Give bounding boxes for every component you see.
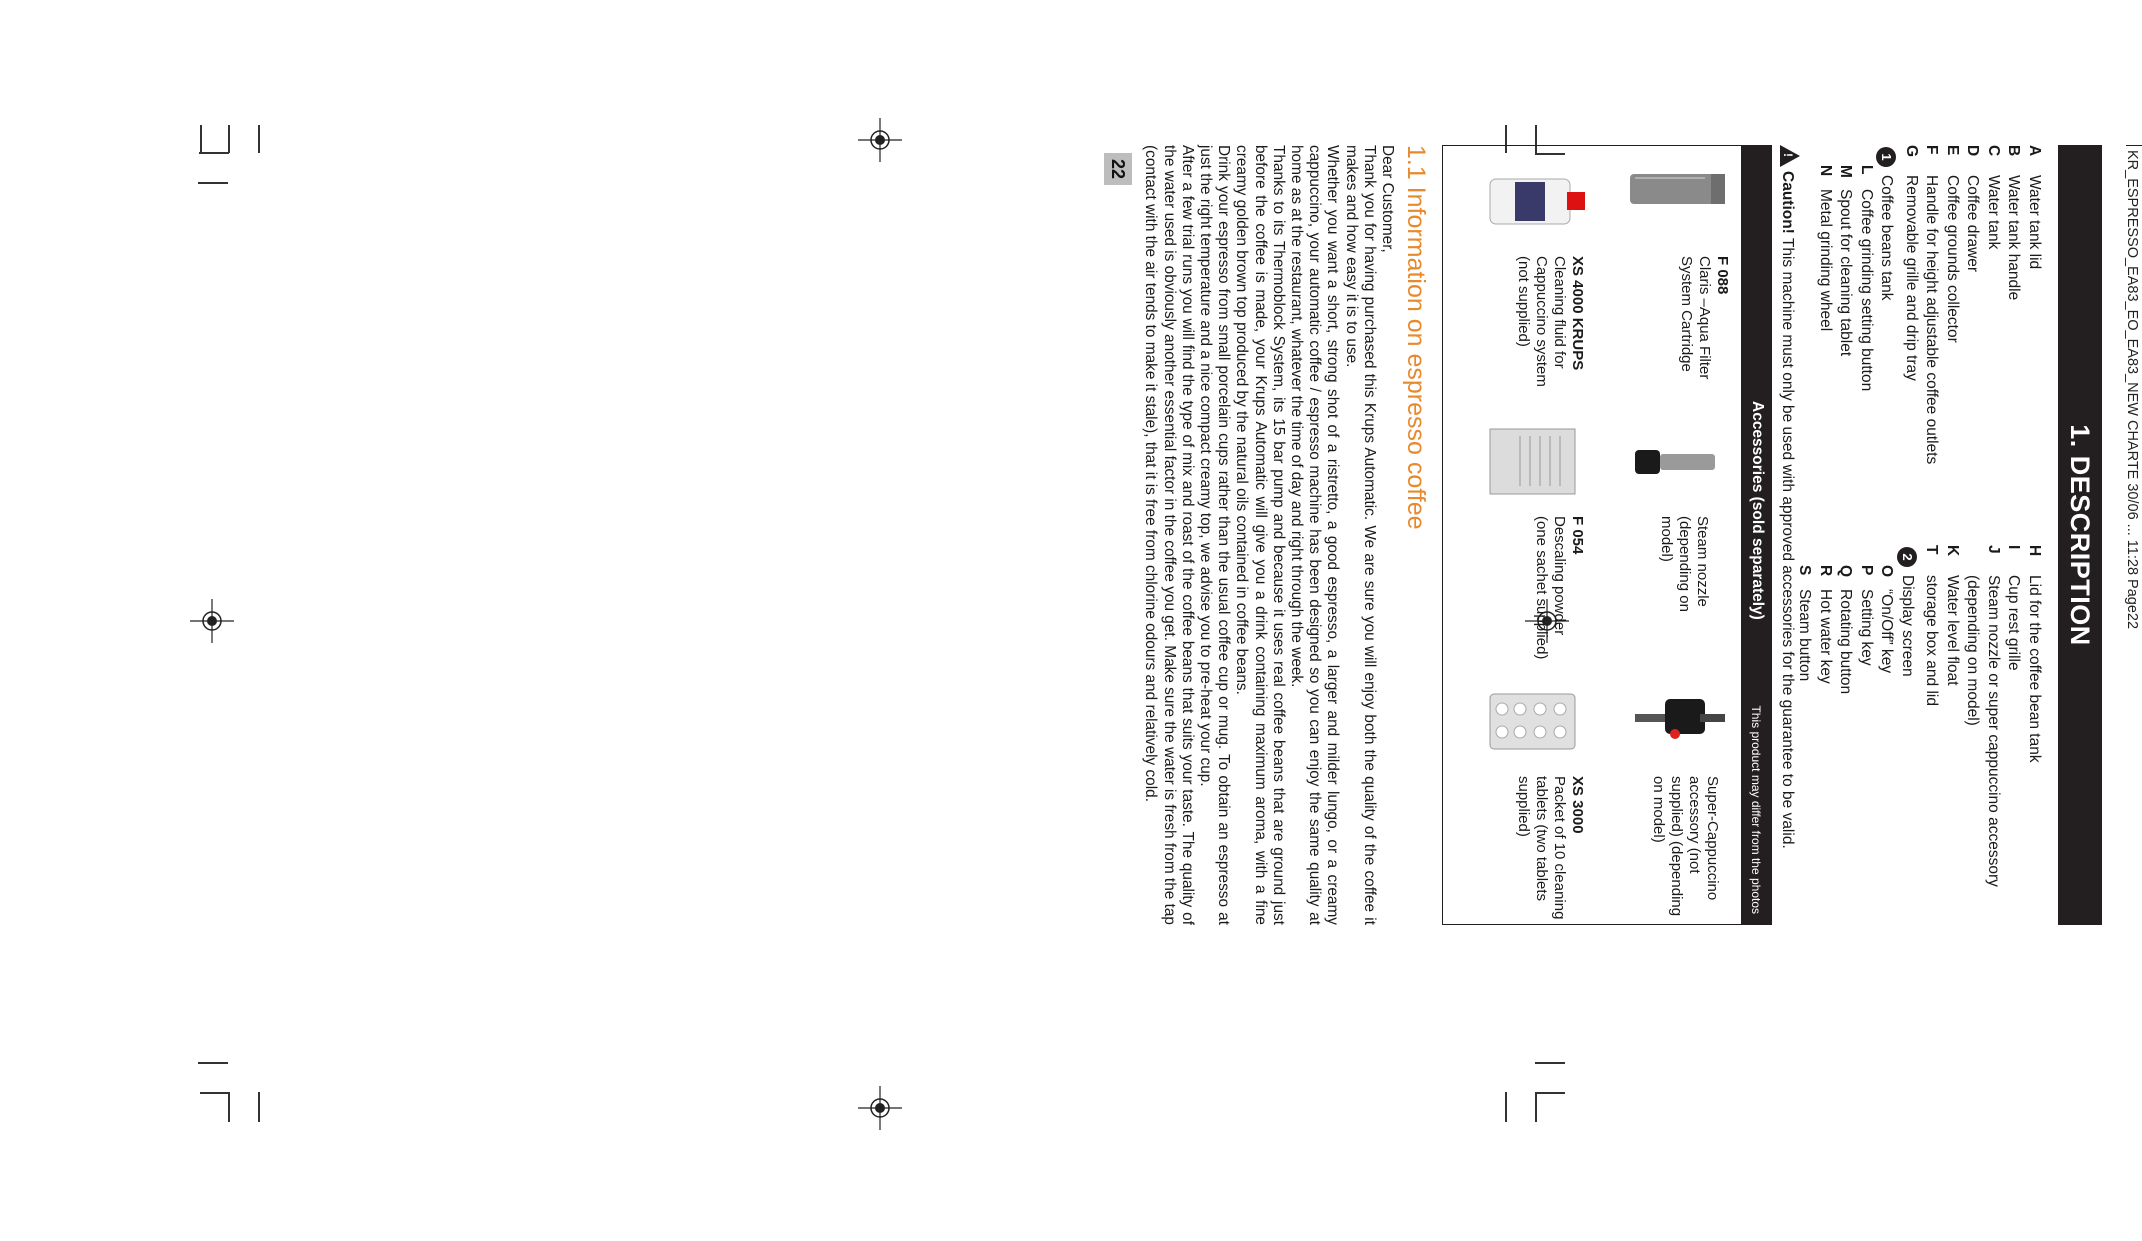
page-number: 22 [1104, 153, 1132, 185]
registration-mark-icon [190, 599, 234, 643]
part-item: M Spout for cleaning tablet [1837, 165, 1855, 357]
crop-mark [200, 125, 202, 153]
crop-mark [258, 1092, 260, 1122]
crop-mark [1505, 1092, 1507, 1122]
paragraph: Thank you for having purchased this Krups Automatic. We are sure you will enjoy both the quality of the coffee it makes and how easy it is to use. [1342, 145, 1378, 925]
accessory-item [1456, 146, 1596, 401]
part-item: E Coffee grounds collector [1944, 145, 1961, 343]
print-slug [2124, 145, 2142, 865]
part-item: P Setting key [1858, 565, 1875, 666]
part-item: Q Rotating button [1837, 565, 1855, 695]
part-item: C Water tank [1985, 145, 2002, 250]
accessory-desc: Super-Cappuccino accessory (not supplied) (depending on model) [1650, 776, 1721, 917]
caution-text: This machine must only be used with approved accessories for the guarantee to be valid. [1779, 233, 1796, 849]
parts-list-left [1815, 145, 2045, 535]
part-item: L Coffee grinding setting button [1858, 165, 1875, 392]
crop-mark [198, 1062, 228, 1064]
part-item: O “On/Off” key [1878, 565, 1896, 674]
caution-note [1778, 145, 1800, 925]
crop-mark [258, 125, 260, 153]
part-item: K Water level float [1944, 545, 1961, 686]
crop-mark [1535, 1062, 1565, 1064]
crop-mark [198, 182, 228, 184]
crop-mark [1535, 1092, 1537, 1122]
crop-mark [1535, 1092, 1565, 1094]
accessory-item [1601, 406, 1741, 661]
part-item: I Cup rest grille [2005, 545, 2023, 671]
slug-text: KR_ESPRESSO_EA83_EO_EA83_NEW CHARTE 30/06 ... 11:28 Page22 [2124, 150, 2140, 630]
accessories-grid [1441, 146, 1741, 926]
descaling-sachet-image [1480, 414, 1590, 509]
accessory-code: XS 3000 [1569, 776, 1586, 834]
accessory-desc: Claris –Aqua Filter System Cartridge [1678, 256, 1713, 380]
part-item: G Removable grille and drip tray [1903, 145, 1920, 381]
accessory-desc: Packet of 10 cleaning tablets (two tablets supplied) [1515, 776, 1568, 920]
accessory-desc: Cleaning fluid for Cappuccino system (not supplied) [1515, 256, 1568, 387]
part-item: J Steam nozzle or super cappuccino accessory (depending on model) [1964, 545, 2002, 887]
accessories-header [1741, 146, 1771, 924]
part-item: N Metal grinding wheel [1817, 165, 1834, 332]
group-heading: 1 Coffee beans tank [1876, 145, 1897, 535]
crop-mark [200, 1092, 230, 1094]
subsection-title: 1.1 Information on espresso coffee [1402, 145, 1430, 530]
accessories-note: This product may differ from the photos [1749, 705, 1763, 914]
warning-icon: ! [1780, 145, 1800, 167]
manual-page [902, 145, 2142, 925]
steam-nozzle-image [1625, 414, 1735, 509]
accessory-code: XS 4000 KRUPS [1569, 256, 1586, 371]
paragraph: After a few trial runs you will find the type of mix and roast of the coffee beans that suits your taste. The quality of the water used is obviously another essential factor in the coffee you get. Make sure the water is fresh from the tap (contact with the air tends to make it stale), that it is free from chlorine odours and relatively cold. [1142, 145, 1196, 925]
paragraph: Thanks to its Thermoblock System, its 15 bar pump and because it uses real coffee beans that are ground just before the coffee is made, your Krups Automatic will give you a drink containing maximum aroma, with a fine creamy golden brown top produced by the natural oils contained in coffee beans. [1233, 145, 1287, 925]
crop-mark [228, 125, 230, 153]
cleaning-fluid-bottle-image [1480, 154, 1590, 249]
part-item: R Hot water key [1817, 565, 1834, 684]
part-item: B Water tank handle [2005, 145, 2023, 301]
group-badge-icon: 1 [1877, 147, 1897, 167]
part-item: A Water tank lid [2026, 145, 2043, 270]
paragraph: Drink your espresso from small porcelain cups rather than the usual coffee cup or mug. To obtain an espresso at just the right temperature and a nice compact creamy top, we advise you to pre-heat your cup. [1196, 145, 1233, 925]
group-badge-icon: 2 [1897, 547, 1917, 567]
accessory-item [1456, 406, 1596, 661]
part-item: D Coffee drawer [1964, 145, 1982, 273]
paragraph: Whether you want a short, strong shot of a ristretto, a good espresso, a larger and milder lungo, or a creamy cappuccino, your automatic coffee / espresso machine has been designed so you can enjoy the same quality at home as at the restaurant, whatever the time of day and right through the week. [1287, 145, 1342, 925]
accessories-title: Accessories (sold separately) [1749, 401, 1766, 620]
accessory-item [1601, 666, 1741, 921]
filter-cartridge-image [1625, 154, 1735, 249]
part-item: H Lid for the coffee bean tank [2026, 545, 2043, 763]
section-title: 1. DESCRIPTION [2058, 145, 2102, 925]
cappuccino-accessory-image [1625, 674, 1735, 769]
group-heading: 2 Display screen [1897, 545, 1918, 925]
paragraph: Dear Customer, [1379, 145, 1396, 253]
caution-label: Caution! [1779, 171, 1796, 234]
registration-mark-icon [858, 1086, 902, 1130]
accessories-box [1442, 145, 1772, 925]
cleaning-tablets-image [1480, 674, 1590, 769]
accessory-code: F 054 [1569, 516, 1586, 555]
accessory-desc: Steam nozzle (depending on model) [1658, 516, 1711, 612]
registration-mark-icon [858, 118, 902, 162]
accessory-desc: Descaling powder (one sachet supplied) [1533, 516, 1568, 660]
part-item: S Steam button [1796, 565, 1814, 682]
accessory-item [1456, 666, 1596, 921]
crop-mark [228, 1092, 230, 1122]
crop-mark [199, 152, 229, 154]
part-item: T storage box and lid [1923, 545, 1941, 706]
part-item: F Handle for height adjustable coffee outlets [1923, 145, 1941, 465]
accessory-code: F 088 [1714, 256, 1731, 295]
info-body [1141, 145, 1396, 925]
accessory-item [1601, 146, 1741, 401]
parts-list-right [1794, 545, 2044, 925]
